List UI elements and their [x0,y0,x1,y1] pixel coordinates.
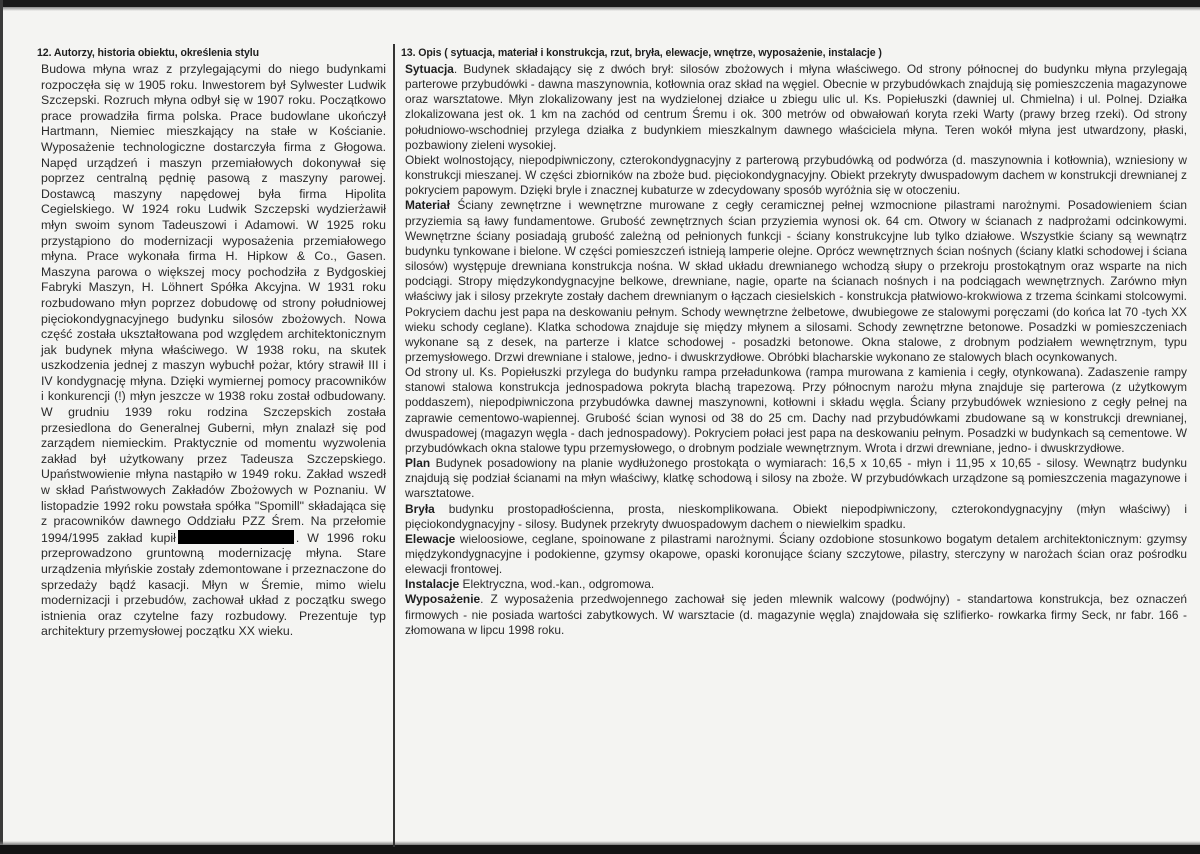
paragraph-situation [405,62,1187,153]
paragraph-equipment [405,592,1187,637]
paragraph-plan [405,456,1187,501]
paragraph-body: Budynek posadowiony na planie wydłużonego prostokąta o wymiarach: 16,5 x 10,65 - młyn i 11,95 x 10,65 - silosy. Wewnątrz budynku znajdują się podział ścianami na młyn właściwy, klatkę schodową i silosy na zboże. W przybudówkach urządzone są pomieszczenia magazynowe i warsztatowe. [405,456,1187,501]
history-text-part-2: . W 1996 roku przeprowadzono gruntowną modernizację młyna. Stare urządzenia młyńskie zostały zdemontowane i przeznaczone do sprzedaży bądź kasacji. Młyn w Śremie, mimo wielu modernizacji i przebudów, zachował układ z początku swego istnienia oraz czytelne fazy rozbudowy. Prezentuje typ architektury przemysłowej początku XX wieku. [41,530,386,639]
paragraph-body: . Budynek składający się z dwóch brył: silosów zbożowych i młyna właściwego. Od strony północnej do budynku młyna przylegają parterowe przybudówki - dawna maszynownia, kotłownia oraz skład na węgiel. Obecnie w przybudówkach znajdują się pomieszczenia magazynowe oraz warsztatowe. Młyn zlokalizowany jest na wydzielonej działce u zbiegu ulic ul. Ks. Popiełuszki (dawniej ul. Chmielna) i ul. Polnej. Działka zlokalizowana jest ok. 1 km na zachód od centrum Śremu i ok. 300 metrów od obwałowań koryta rzeki Warty (prawy brzeg rzeki). Od strony południowo-wschodniej przylega działka z budynkiem mieszkalnym dawnego właściciela młyna. Teren wokół młyna jest utwardzony, płaski, pozbawiony zieleni wysokiej. [405,62,1187,152]
paragraph-body: Ściany zewnętrzne i wewnętrzne murowane z cegły ceramicznej pełnej wzmocnione pilastrami narożnymi. Posadowieniem ścian przyziemia są ławy fundamentowe. Grubość zewnętrznych ścian przyziemia wynosi ok. 64 cm. Otwory w ścianach z nadprożami odcinkowymi. Wewnętrzne ściany posiadają grubość zależną od pełnionych funkcji - ściany konstrukcyjne lub tylko działowe. Wszystkie ściany są wewnątrz budynku tynkowane i bielone. W części pomieszczeń istnieją lamperie olejne. Oprócz wewnętrznych ścian nośnych (ściany klatki schodowej i ściana silosów) występuje drewniana konstrukcja nośna. W skład układu drewnianego wchodzą słupy o przekroju prostokątnym oraz wsparte na nich podciągi. Stropy międzykondygnacyjne belkowe, drewniane, nagie, oparte na ścianach nośnych i na podciągach wewnętrznych. Zarówno młyn właściwy jak i silosy przekryte zostały dachem drewnianym o łączach ciesielskich - konstrukcja płatwiowo-krokwiowa z trzema ścinkami stolcowymi. Pokryciem dachu jest papa na deskowaniu pełnym. Schody wewnętrzne żelbetowe, dwubiegowe ze stalowymi poręczami (do końca lat 70 -tych XX wieku schody ceglane). Klatka schodowa znajduje się między młynem a silosami. Schody zewnętrzne betonowe. Posadzki w pomieszczeniach wykonane są z desek, na parterze i klatce schodowej - posadzki betonowe. Okna stalowe, z drobnym podziałem wewnętrznym, typu przemysłowego. Drzwi drewniane i stalowe, jedno- i dwuskrzydłowe. Obróbki blacharskie wykonano ze stalowych blach ocynkowanych. [405,198,1187,364]
column-divider [393,44,395,847]
history-paragraph [41,62,386,640]
paragraph-material [405,198,1187,365]
paragraph-massing [405,502,1187,532]
paragraph-annexes [405,365,1187,456]
history-text-part-1: Budowa młyna wraz z przylegającymi do niego budynkami rozpoczęła się w 1905 roku. Inwestorem był Sylwester Ludwik Szczepski. Rozruch młyna odbył się w 1907 roku. Początkowo prace prowadziła firma polska. Prace budowlane ukończył Hartmann, Niemiec mieszkający na stałe w Kościanie. Wyposażenie technologiczne dostarczyła firma z Głogowa. Napęd urządzeń i maszyn przemiałowych dokonywał się poprzez centralną pędnię pasową z maszyny parowej. Dostawcą maszyny napędowej była firma Hipolita Cegielskiego. W 1924 roku Ludwik Szczepski wydzierżawił młyn swoim synom Tadeuszowi i Adamowi. W 1925 roku przystąpiono do modernizacji wyposażenia przemiałowego młyna. Prace wykonała firma H. Hipkow & Co., Gasen. Maszyna parowa o większej mocy pochodziła z Bydgoskiej Fabryki Maszyn, H. Löhnert Spółka Akcyjna. W 1931 roku rozbudowano młyn poprzez dobudowę od strony południowej pięciokondygnacyjnego budynku silosów zbożowych. Nowa część została ukształtowana pod względem architektonicznym jak budynek młyna właściwego. W 1938 roku, na skutek uszkodzenia jednej z maszyn wybuchł pożar, który strawił III i IV kondygnację młyna. Dzięki wymiernej pomocy pracowników i konkurencji (!) młyn jeszcze w 1938 roku został odbudowany. W grudniu 1939 roku rodzina Szczepskich została przesiedlona do Generalnej Guberni, młyn znalazł się pod zarządem niemieckim. Praktycznie od momentu wyzwolenia zakład był użytkowany przez Tadeusza Szczepskiego. Upaństwowienie młyna nastąpiło w 1949 roku. Zakład wszedł w skład Państwowych Zakładów Zbożowych w Poznaniu. W listopadzie 1992 roku powstała spółka "Spomill" składająca się z pracowników dawnego Oddziału PZZ Śrem. Na przełomie 1994/1995 zakład kupił [41,62,386,545]
paragraph-body: wieloosiowe, ceglane, spoinowane z pilastrami narożnymi. Ściany ozdobione stosunkowo bogatym detalem architektonicznym: gzymsy międzykondygnacyjne i podokienne, gzymsy okapowe, opaski koronujące ściany szczytowe, pilastry, sterczyny w narożach ścian oraz pośrodku elewacji frontowej. [405,531,1187,577]
scan-edge-bottom [0,845,1200,854]
paragraph-installations [405,577,1187,592]
scan-edge-top [0,0,1200,7]
paragraph-lead: Sytuacja [405,62,454,76]
section-description [401,46,1187,638]
section-heading-13: 13. Opis ( sytuacja, materiał i konstrukcja, rzut, bryła, elewacje, wnętrze, wyposażenie, instalacje ) [401,47,882,59]
paragraph-elevations [405,532,1187,577]
paragraph-body: Elektryczna, wod.-kan., odgromowa. [459,577,655,592]
paragraph-body: budynku prostopadłościenna, prosta, nieskomplikowana. Obiekt niepodpiwniczony, czterokondygnacyjny (młyn właściwy) i pięciokondygnacyjny - silosy. Budynek przekryty dwuospadowym dachem o niewielkim spadku. [405,501,1187,531]
paragraph-lead: Bryła [405,501,435,516]
paragraph-body: Obiekt wolnostojący, niepodpiwniczony, czterokondygnacyjny z parterową przybudówką od podwórza (d. maszynownia i kotłownia), wzniesiony w konstrukcji mieszanej. W części zbiorników na zboże bud. pięciokondygnacyjny. Obiekt przekryty dwuspadowym dachem w konstrukcji drewnianej z pokryciem papowym. Dzięki bryle i znacznej kubaturze w zdecydowany sposób wyróżnia się w otoczeniu. [405,152,1187,198]
paragraph-lead: Instalacje [405,577,460,592]
redacted-block [178,530,294,544]
paragraph-lead: Materiał [405,198,450,213]
scan-edge-left [0,0,3,854]
paragraph-body: Od strony ul. Ks. Popiełuszki przylega do budynku rampa przeładunkowa (rampa murowana z kamienia i cegły, otynkowana). Zadaszenie rampy stanowi stalowa konstrukcja jednospadowa pokryta blachą trapezową. Przy północnym narożu młyna znajduje się parterowa (z użytkowym poddaszem), niepodpiwniczona przybudówka dawnej maszynowni, kotłowni i składu węgla. Ściany przybudówek wzniesiono z cegły pełnej na zaprawie cementowo-wapiennej. Grubość ścian wynosi od 38 do 25 cm. Dachy nad przybudówkami zbudowane są w konstrukcji drewnianej, dwuspadowej (magazyn węgla - dach jednospadowy). Pokryciem połaci jest papa na deskowaniu pełnym. Posadzki w budynkach są cementowe. W przybudówkach okna stalowe typu przemysłowego, o drobnym podziale wewnętrznym. Wrota i drzwi drewniane, jedno- i dwuskrzydłowe. [405,365,1187,455]
paragraph-lead: Elewacje [405,531,456,546]
paragraph-lead: Wyposażenie [405,592,481,607]
paragraph-body: . Z wyposażenia przedwojennego zachował się jeden mlewnik walcowy (podwójny) - standartowa konstrukcja, bez oznaczeń firmowych - nie posiada wartości zabytkowych. W warsztacie (d. magazynie węgla) znajdowała się szlifierko- rowkarka firmy Seck, nr fabr. 166 - złomowana w lipcu 1998 roku. [405,592,1187,637]
paragraph-lead: Plan [405,456,431,471]
paragraph-object-overview [405,153,1187,198]
section-authors-history [37,46,386,640]
section-heading-12: 12. Autorzy, historia obiektu, określenia stylu [37,47,259,59]
